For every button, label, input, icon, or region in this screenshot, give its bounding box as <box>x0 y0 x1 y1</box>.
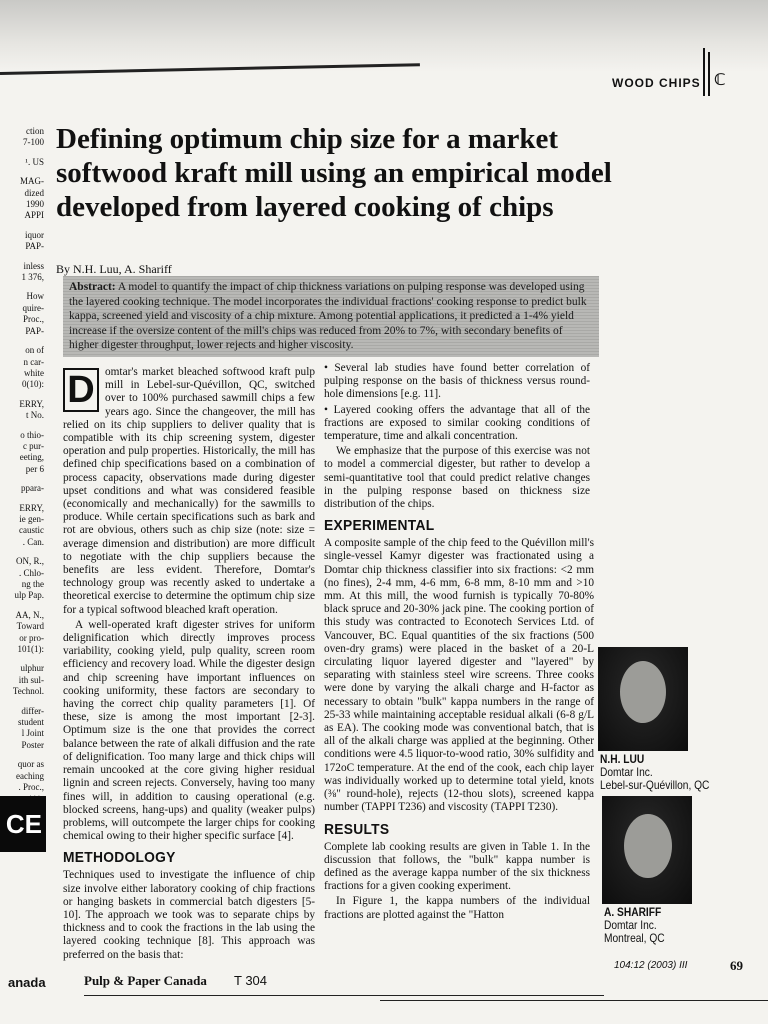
bullet-item: • Layered cooking offers the advantage that all of the fractions are exposed to similar cooking conditions of temperature, time and alkali concentration. <box>324 403 590 443</box>
drop-cap: D <box>63 368 99 412</box>
margin-fragment: APPI <box>24 210 44 221</box>
margin-fragment: differ- <box>21 705 44 716</box>
margin-fragment: . Can. <box>22 536 44 547</box>
results-heading: RESULTS <box>324 820 390 838</box>
bullet-item: • Several lab studies have found better correlation of pulping response on the basis of thickness versus round-hole dimensions [e.g. 11]. <box>324 362 590 401</box>
paragraph: A well-operated kraft digester strives for uniform delignification which directly improves process variability, cooking yield, pulp quality, screen room efficiency and recovery load. While the digester design and chip screening have important influences on cooking uniformity, these factors are secondary to having the correct chip quality parameters [1]. Of these, size is among the most important [2-3]. Optimum size is the one that provides the correct balance between the rate of alkali diffusion and the rate of delignification. Too many large and thick chips will remain uncooked at the core giving higher residual lignin and screen rejects. Conversely, having too many fines will, in addition to causing operational (e.g. blocked screens, hang-ups) and quality (weaker pulps) problems, will outcompete the larger chips for cooking chemical owing to their higher specific surface [4]. <box>63 618 315 843</box>
margin-fragment: 101(1): <box>17 644 44 655</box>
margin-fragment: quire- <box>22 302 44 313</box>
margin-fragment: ERRY, <box>19 398 44 409</box>
margin-fragment: PAP- <box>25 241 44 252</box>
margin-fragment: 0(10): <box>22 379 44 390</box>
margin-fragment <box>0 548 44 556</box>
right-column <box>324 362 594 924</box>
margin-fragment <box>0 283 44 291</box>
author-photo <box>602 796 692 904</box>
margin-fragment <box>0 422 44 430</box>
section-tag: WOOD CHIPS <box>612 76 701 90</box>
margin-fragment: eaching <box>16 770 44 781</box>
margin-fragment <box>0 495 44 503</box>
author-caption <box>600 753 719 792</box>
intro-text: omtar's market bleached softwood kraft pulp mill in Lebel-sur-Quévillon, QC, switched over to 100% purchased sawmill chips a few years ago. Since the changeover, the mill has relied on its chip suppliers to deliver quality that is compatible with its chip screening system, digester operation and pulp properties. Historically, the mill has defined chip specifications based on a combination of process capacity, observations made during digester upset conditions and what was considered feasible (economically and mechanically) for the sawmills to produce. While certain specifications such as bark and rot are obvious, others such as chip size (note: size = average dimension and distribution) are more difficult to negotiate with the chip suppliers because the benefits are less evident. Therefore, Domtar's technology group was recently asked to undertake a theoretical exercise to determine the optimum chip size for a typical softwood bleached kraft operation. <box>63 366 315 616</box>
margin-fragment: on of <box>25 345 44 356</box>
margin-fragment: How <box>26 291 44 302</box>
author-name: N.H. LUU <box>600 752 645 766</box>
margin-fragment <box>0 391 44 399</box>
footer-fragment: anada <box>8 975 46 990</box>
margin-fragment: Proc., <box>23 314 44 325</box>
paragraph: Complete lab cooking results are given in Table 1. In the discussion that follows, the "bulk" kappa number is defined as the average kappa number of the six thickness fractions for a given cooking experiment. <box>324 840 590 893</box>
margin-fragment: . Proc., <box>18 782 44 793</box>
section-logo-icon: ℂ <box>714 70 726 89</box>
methodology-heading: METHODOLOGY <box>63 849 176 867</box>
margin-fragment: or pro- <box>19 632 44 643</box>
footer-rule <box>380 1000 768 1001</box>
margin-fragment: c pur- <box>22 440 44 451</box>
margin-fragment: Technol. <box>12 686 44 697</box>
author-org: Domtar Inc. <box>600 765 653 779</box>
author-face <box>620 661 666 723</box>
margin-fragment <box>0 337 44 345</box>
margin-fragment: ¹. US <box>25 156 44 167</box>
margin-fragment: ulp Pap. <box>14 590 44 601</box>
margin-fragment <box>0 602 44 610</box>
issue-separator: III <box>679 960 688 971</box>
margin-fragment: eeting, <box>19 452 44 463</box>
margin-fragment <box>0 168 44 176</box>
author-face <box>624 814 672 878</box>
margin-fragment: iquor <box>25 229 44 240</box>
margin-fragment <box>0 149 44 157</box>
margin-fragment: ction <box>26 126 44 136</box>
margin-fragment: . Chlo- <box>18 567 44 578</box>
margin-fragment: l Joint <box>21 728 44 739</box>
issue-text: 104:12 (2003) <box>614 960 677 971</box>
page-number: 69 <box>730 958 743 973</box>
margin-fragment: ulphur <box>20 663 44 674</box>
margin-fragment: Toward <box>16 621 44 632</box>
margin-fragment: ERRY, <box>19 502 44 513</box>
side-section-block: CE <box>0 796 46 852</box>
paragraph: We emphasize that the purpose of this exercise was not to model a commercial digester, but rather to develop a semi-quantitative tool that could predict relative changes in the pulping response based on thickness size distribution of the chips. <box>324 445 590 511</box>
author-name: A. SHARIFF <box>604 905 662 919</box>
footer-rule <box>84 995 604 996</box>
margin-fragment: 1990 <box>26 199 44 210</box>
margin-fragment: inless <box>23 260 44 271</box>
margin-fragment: student <box>18 717 44 728</box>
margin-fragment: ppara- <box>21 483 44 494</box>
margin-fragment: white <box>24 367 44 378</box>
margin-fragment: dized <box>24 187 44 198</box>
margin-fragment <box>0 475 44 483</box>
footer-issue <box>614 960 687 971</box>
margin-fragment: t No. <box>26 410 44 421</box>
scan-shadow <box>0 0 768 72</box>
margin-fragment: ng the <box>21 579 44 589</box>
author-place: Montreal, QC <box>604 931 665 945</box>
author-place: Lebel-sur-Quévillon, QC <box>600 778 710 792</box>
margin-fragment: 7-100 <box>23 137 44 148</box>
margin-fragment <box>0 253 44 261</box>
abstract-label: Abstract: <box>69 281 116 293</box>
margin-fragment: ON, R., <box>15 556 44 567</box>
abstract-box <box>63 276 599 357</box>
byline: By N.H. Luu, A. Shariff <box>56 262 172 276</box>
author-org: Domtar Inc. <box>604 918 657 932</box>
article-title: Defining optimum chip size for a market softwood kraft mill using an empirical model developed from layered cooking of chips <box>56 123 612 223</box>
section-divider <box>708 52 710 96</box>
abstract-text: A model to quantify the impact of chip thickness variations on pulping response was developed using the layered cooking technique. The model incorporates the individual fractions' cooking response to predict bulk kappa, screened yield and viscosity of a chip mixture. Among potential applications, it predicted a 1-4% yield increase if the oversize content of the mill's chips was reduced from 20% to 7%, with secondary benefits of higher digester throughput, lower rejects and higher viscosity. <box>69 281 587 352</box>
margin-fragment: per 6 <box>25 463 44 474</box>
margin-fragment: 1 376, <box>21 272 44 283</box>
paragraph: In Figure 1, the kappa numbers of the individual fractions are plotted against the "Hatton <box>324 895 590 921</box>
footer-magazine: Pulp & Paper Canada <box>84 973 207 988</box>
left-column <box>63 366 315 964</box>
section-divider <box>703 48 705 96</box>
margin-fragment: MAG- <box>20 176 44 187</box>
author-caption <box>604 906 723 945</box>
margin-fragment: quor as <box>17 759 44 770</box>
margin-fragment: PAP- <box>25 325 44 336</box>
margin-fragment: Poster <box>21 739 44 750</box>
margin-fragment: ie gen- <box>19 513 44 524</box>
previous-page-margin <box>0 126 44 805</box>
margin-fragment <box>0 751 44 759</box>
intro-paragraph <box>63 366 315 617</box>
experimental-heading: EXPERIMENTAL <box>324 517 435 535</box>
paragraph: Techniques used to investigate the influence of chip size involve either laboratory cooking of chip fractions or hanging baskets in commercial batch digesters [5-10]. The approach we took was to separate chips by thickness and to cook the fractions in the lab using the layered cooking technique [8]. This approach was preferred on the basis that: <box>63 869 315 961</box>
margin-fragment: ith sul- <box>18 674 44 685</box>
author-photo <box>598 647 688 751</box>
margin-fragment: n car- <box>23 356 44 367</box>
margin-fragment <box>0 698 44 706</box>
margin-fragment: caustic <box>19 525 44 536</box>
margin-fragment <box>0 222 44 230</box>
margin-fragment: AA, N., <box>15 609 44 620</box>
margin-fragment: o thio- <box>20 429 44 440</box>
margin-fragment <box>0 655 44 663</box>
paragraph: A composite sample of the chip feed to the Quévillon mill's single-vessel Kamyr digester was fractionated using a Domtar chip thickness classifier into six fractions: <2 mm (no fines), 2-4 mm, 4-6 mm, 6-8 mm, 8-10 mm and >10 mm. At this mill, the wood furnish is typically 70-80% black spruce and 20-30% jack pine. The cooking portion of this study was contracted to Econotech Services Ltd. of Vancouver, BC. Equal quantities of the six fractions (500 oven-dry grams) were placed in the basket of a 20-L circulating liquor layered digester and "layered" by separating with stainless steel wire screens. Three cooks were done by varying the alkali charge and H-factor as necessary to obtain "bulk" kappa numbers in the range of 25-33 while maintaining acceptable residual alkali (6-8 g/L as EA). The cooking mode was conventional batch, that is all of the alkali charge was applied at the beginning. Other conditions were 4.5 liquor-to-wood ratio, 30% sulfidity and 172oC temperature. At the end of the cook, each chip layer was individually worked up to determine total yield, knots (⅜" round-hole), rejects (12-thou slots), screened kappa number (TAPPI T236) and viscosity (TAPPI T230). <box>324 537 594 814</box>
footer-page-code: T 304 <box>234 973 268 988</box>
